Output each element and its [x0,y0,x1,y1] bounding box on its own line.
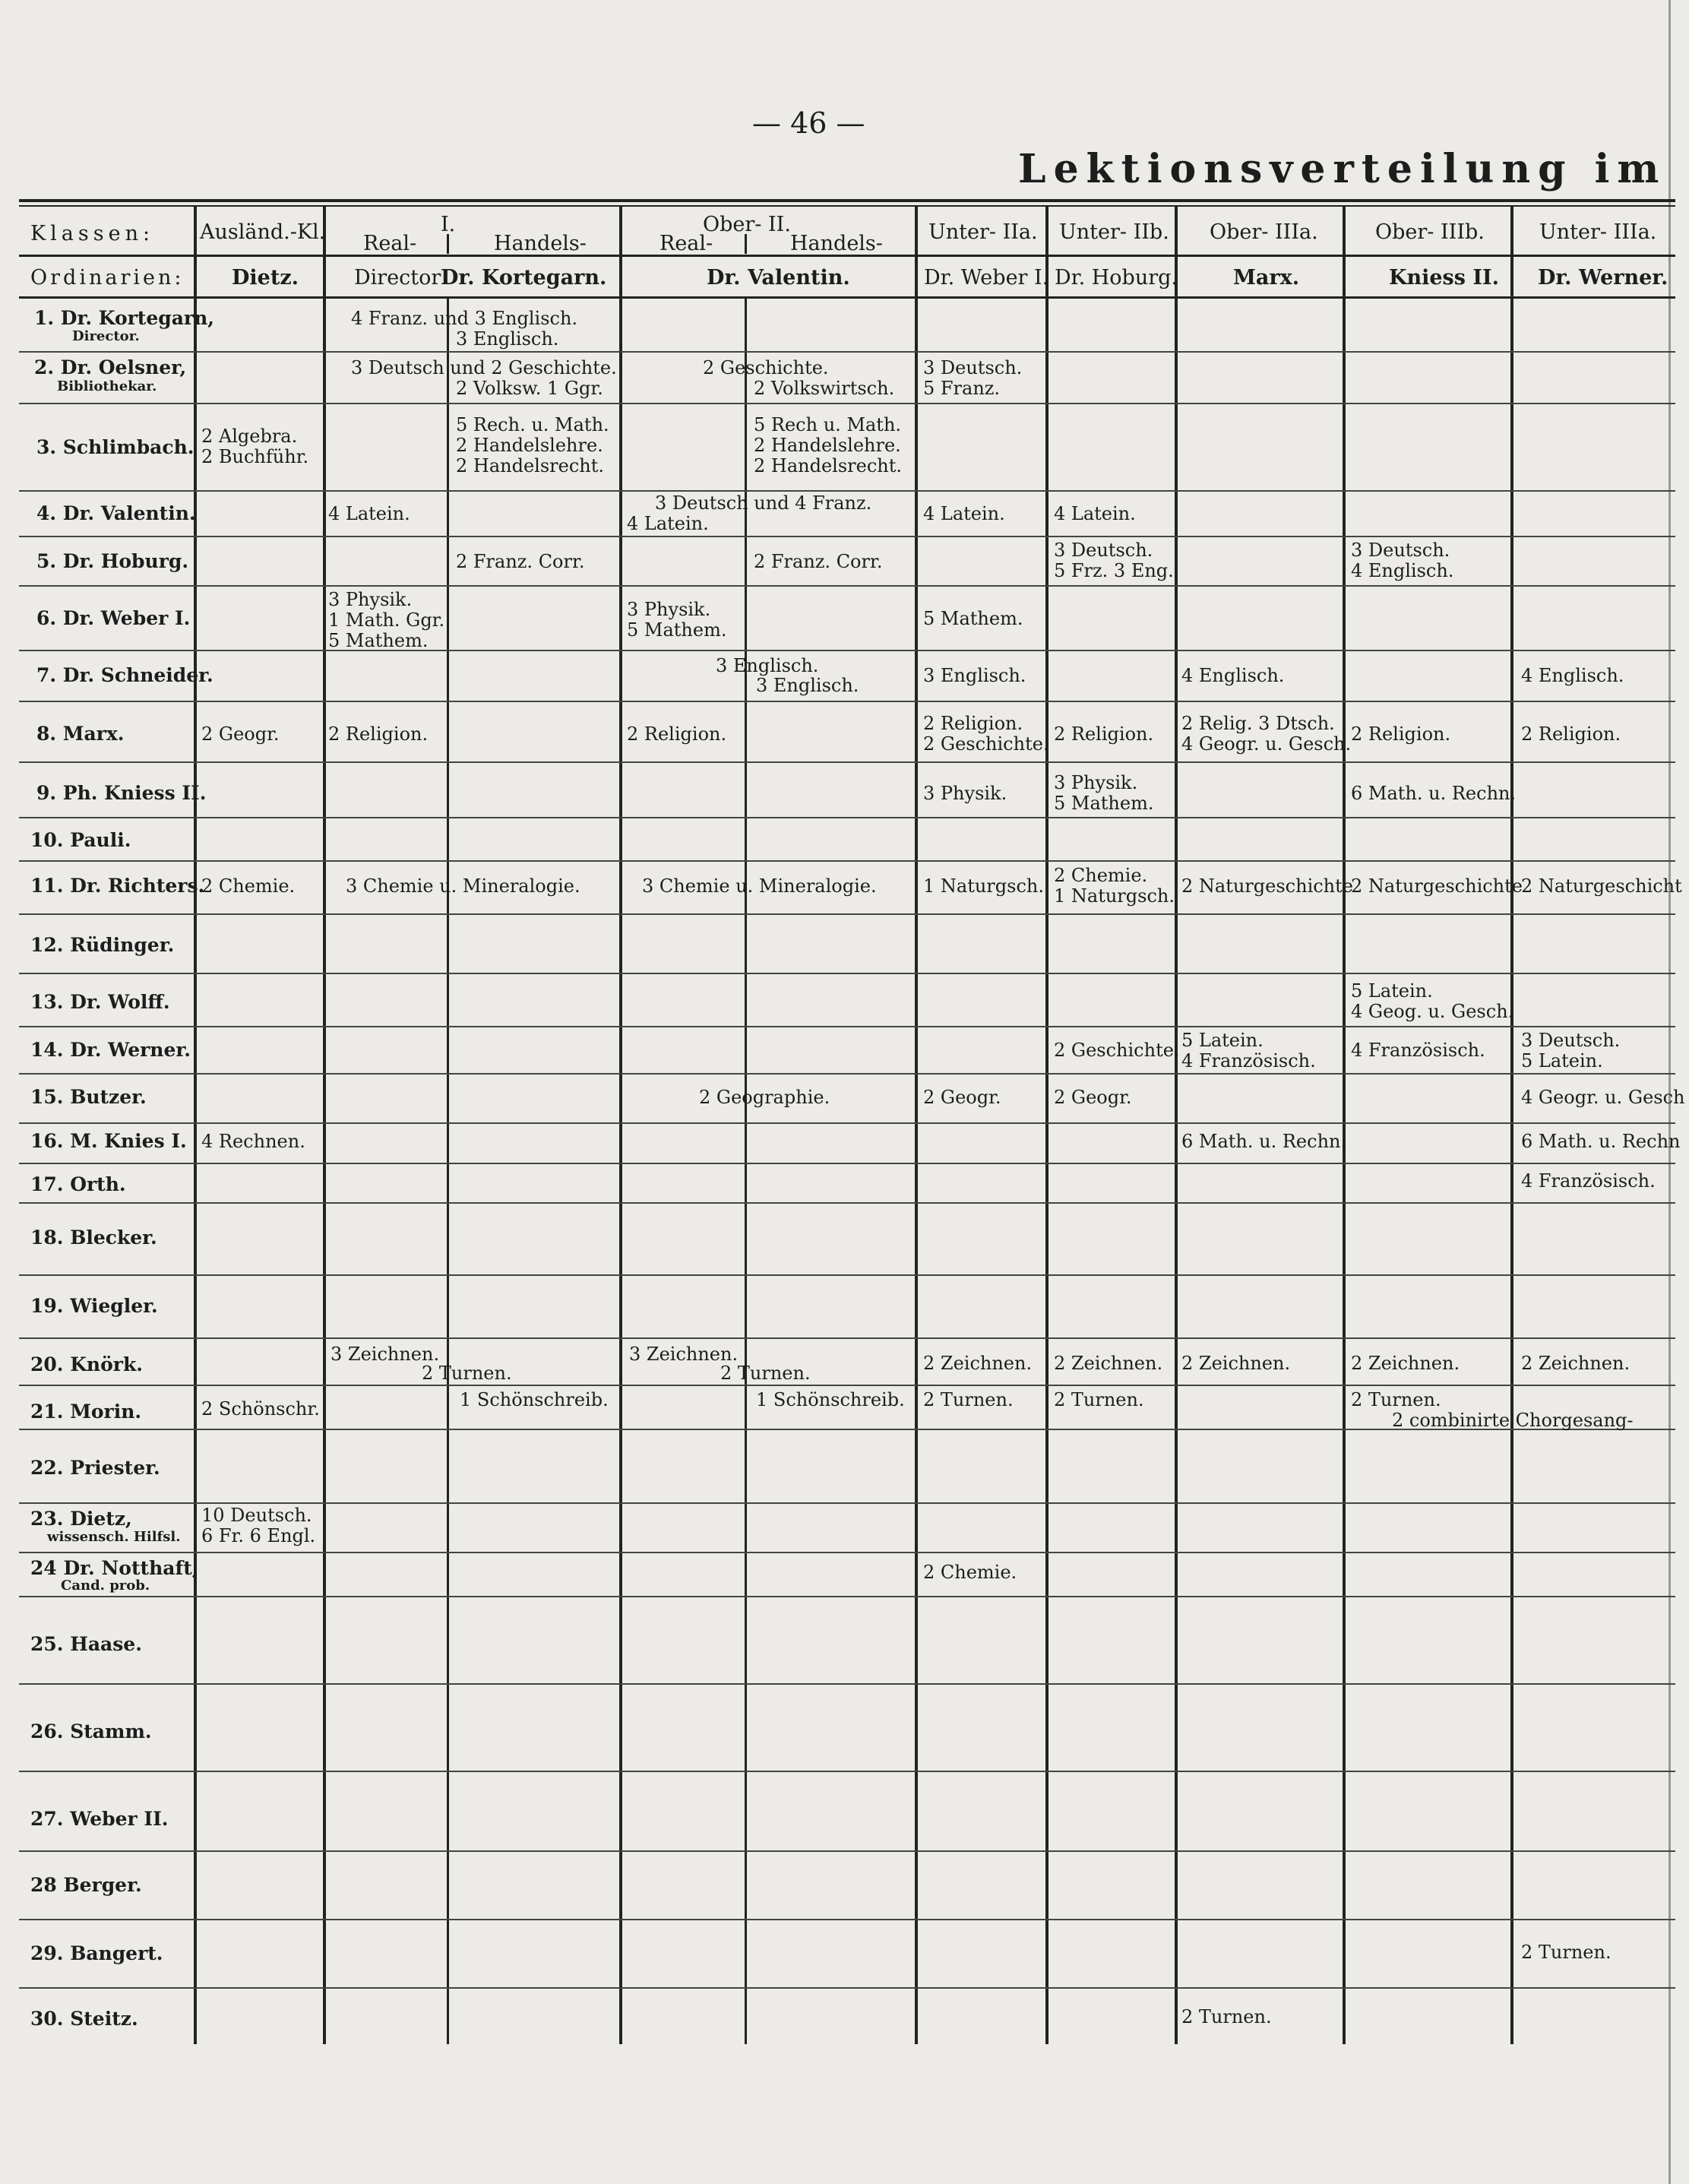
cell: 3 Physik. [627,599,711,620]
cell: 4 Latein. [627,513,709,534]
cell: 2 Zeichnen. [1054,1353,1163,1374]
cell: 2 Naturgeschichte [1181,875,1353,897]
cell: 2 Zeichnen. [1521,1353,1630,1374]
cell: 5 Mathem. [1054,793,1154,814]
cell: 2 Naturgeschichte [1351,875,1523,897]
teacher-14: 14. Dr. Werner. [30,1039,191,1061]
teacher-28: 28 Berger. [30,1874,142,1896]
cell: 2 Geographie. [699,1087,830,1108]
ordinarius-UIIb: Dr. Hoburg. [1055,266,1178,290]
cell: 4 Geogr. u. Gesch. [1181,733,1352,755]
cell: 2 Turnen. [1351,1389,1441,1410]
cell: 2 Geschichte. [703,357,829,378]
cell: 1 Schönschreib. [460,1389,609,1410]
cell: 3 Englisch. [923,665,1026,686]
ordinarius-OIIIb: Kniess II. [1389,266,1499,290]
cell: 6 Fr. 6 Engl. [201,1525,316,1546]
cell: 3 Englisch. [456,328,559,350]
col-header-OII: Ober- II. [703,213,791,236]
cell: 2 Turnen. [1181,2006,1272,2027]
ordinarius-I-prefix: Director [354,266,441,290]
cell: 4 Geog. u. Gesch. [1351,1001,1514,1022]
cell: 2 Schönschr. [201,1398,320,1420]
teacher-19: 19. Wiegler. [30,1295,158,1317]
cell: 5 Frz. 3 Eng. [1054,560,1174,581]
cell: 2 Algebra. [201,426,298,447]
cell: 1 Schönschreib. [756,1389,905,1410]
cell: 2 Volksw. 1 Ggr. [456,378,603,399]
cell: 1 Naturgsch. [1054,885,1175,907]
teacher-25: 25. Haase. [30,1633,142,1655]
sub-divider [745,234,747,254]
col-line [323,205,326,2044]
cell: 2 Handelsrecht. [456,455,604,476]
cell: 2 Turnen. [923,1389,1014,1410]
col-header-I-real: Real- [363,232,417,255]
cell: 5 Latein. [1351,980,1433,1002]
cell: 5 Mathem. [627,619,727,641]
row-rule [19,1771,1675,1772]
ordinarius-I: Dr. Kortegarn. [441,266,607,290]
teacher-16: 16. M. Knies I. [30,1130,187,1152]
teacher-4: 4. Dr. Valentin. [36,502,196,524]
cell: 2 Zeichnen. [923,1353,1033,1374]
teacher-1-title: Director. [72,328,140,344]
cell: 4 Englisch. [1521,665,1624,686]
page-number: — 46 — [752,106,865,140]
cell: 2 Religion. [1351,723,1451,745]
teacher-22: 22. Priester. [30,1457,160,1479]
cell: 2 Chemie. [201,875,296,897]
ordinarius-OII: Dr. Valentin. [707,266,850,290]
ordinarien-label: Ordinarien: [30,266,185,290]
row-rule [19,761,1675,763]
row-rule [19,1163,1675,1164]
teacher-6: 6. Dr. Weber I. [36,607,191,629]
teacher-21: 21. Morin. [30,1401,142,1423]
col-header-I: I. [441,213,456,236]
teacher-7: 7. Dr. Schneider. [36,664,213,686]
cell: 2 Geogr. [923,1087,1001,1108]
row-rule [19,585,1675,587]
teacher-24-title: Cand. prob. [61,1578,150,1594]
cell: 4 Französisch. [1351,1040,1485,1061]
cell: 6 Math. u. Rechn. [1351,783,1517,804]
top-rule [19,199,1675,202]
cell: 5 Rech. u. Math. [456,414,609,435]
cell: 5 Franz. [923,378,1001,399]
row-rule [19,1026,1675,1027]
col-line [1045,205,1049,2044]
cell: 3 Deutsch und 4 Franz. [655,492,872,514]
row-rule [19,536,1675,537]
cell: 3 Deutsch. [1521,1030,1621,1051]
cell: 2 Chemie. [923,1562,1017,1583]
cell: 2 Religion. [923,713,1023,734]
col-line [1510,205,1513,2044]
cell: 4 Englisch. [1181,665,1285,686]
row-rule [19,351,1675,353]
teacher-27: 27. Weber II. [30,1808,169,1830]
cell: 3 Physik. [923,783,1007,804]
row-rule [19,913,1675,915]
teacher-5: 5. Dr. Hoburg. [36,550,189,572]
cell: 2 Turnen. [422,1363,512,1384]
cell: 4 Latein. [328,503,410,524]
cell: 4 Englisch. [1351,560,1454,581]
teacher-12: 12. Rüdinger. [30,934,175,956]
teacher-2-title: Bibliothekar. [57,378,157,394]
ordinarius-UIIa: Dr. Weber I. [924,266,1049,290]
teacher-26: 26. Stamm. [30,1720,152,1742]
cell: 3 Deutsch. [1351,540,1450,561]
cell: 3 Englisch. [756,675,859,696]
cell: 3 Chemie u. Mineralogie. [346,875,580,897]
ordinarius-OIIIa: Marx. [1233,266,1300,290]
cell: 2 Geschichte. [1054,1040,1180,1061]
row-rule [19,860,1675,862]
cell: 5 Mathem. [923,608,1023,629]
cell: 3 Chemie u. Mineralogie. [642,875,877,897]
teacher-17: 17. Orth. [30,1173,126,1195]
row-rule [19,1337,1675,1339]
row-rule [19,1552,1675,1553]
row-rule [19,1919,1675,1920]
cell: 2 Turnen. [1521,1942,1612,1963]
row-rule [19,1987,1675,1989]
teacher-30: 30. Steitz. [30,2008,138,2030]
col-line [1343,205,1346,2044]
cell: 1 Math. Ggr. [328,609,445,631]
row-rule [19,403,1675,404]
teacher-15: 15. Butzer. [30,1086,147,1108]
cell: 10 Deutsch. [201,1505,312,1526]
cell: 3 Deutsch. [1054,540,1153,561]
cell: 3 Deutsch und 2 Geschichte. [351,357,617,378]
col-line-sub [745,298,747,2044]
row-rule [19,1122,1675,1124]
col-header-OII-handels: Handels- [790,232,883,255]
cell: 2 Handelsrecht. [754,455,902,476]
cell: 2 Handelslehre. [754,435,901,456]
cell: 5 Latein. [1181,1030,1264,1051]
row-rule [19,1683,1675,1685]
cell: 2 Turnen. [1054,1389,1144,1410]
col-header-UIIa: Unter- IIa. [928,220,1038,244]
teacher-23-title: wissensch. Hilfsl. [47,1529,181,1545]
col-header-UIIb: Unter- IIb. [1059,220,1169,244]
teacher-1: 1. Dr. Kortegarn, [34,307,214,329]
cell: 5 Mathem. [328,630,429,651]
cell: 2 Volkswirtsch. [754,378,895,399]
row-rule [19,1202,1675,1204]
cell: 3 Zeichnen. [331,1344,440,1365]
cell: 3 Deutsch. [923,357,1023,378]
row-rule [19,701,1675,702]
row-rule [19,1274,1675,1276]
col-line-sub [447,298,449,2044]
row-rule [19,650,1675,651]
cell: 2 Zeichnen. [1351,1353,1460,1374]
row-rule [19,1073,1675,1075]
cell: 2 combinirte Chorgesang- [1392,1410,1634,1431]
cell: 5 Rech u. Math. [754,414,902,435]
col-header-I-handels: Handels- [494,232,587,255]
teacher-24: 24 Dr. Notthaft, [30,1557,199,1579]
teacher-9: 9. Ph. Kniess II. [36,782,207,804]
cell: 3 Physik. [328,589,413,610]
teacher-29: 29. Bangert. [30,1942,163,1964]
cell: 2 Geogr. [201,723,280,745]
cell: 2 Religion. [1054,723,1154,745]
col-header-ausl: Ausländ.-Kl. [200,220,326,244]
row-rule [19,1850,1675,1852]
cell: 6 Math. u. Rechn. [1181,1131,1347,1152]
cell: 2 Religion. [627,723,727,745]
teacher-11: 11. Dr. Richters. [30,875,205,897]
row-rule [19,490,1675,492]
teacher-2: 2. Dr. Oelsner, [34,356,187,378]
row-rule [19,1385,1675,1386]
cell: 2 Turnen. [720,1363,811,1384]
cell: 2 Geogr. [1054,1087,1132,1108]
top-rule-thin [19,205,1675,207]
col-header-OIIIa: Ober- IIIa. [1210,220,1318,244]
cell: 2 Religion. [1521,723,1621,745]
teacher-8: 8. Marx. [36,723,125,745]
row-rule [19,973,1675,974]
cell: 5 Latein. [1521,1050,1603,1071]
cell: 1 Naturgsch. [923,875,1044,897]
cell: 6 Math. u. Rechn [1521,1131,1681,1152]
teacher-18: 18. Blecker. [30,1227,157,1249]
cell: 2 Religion. [328,723,429,745]
cell: 4 Rechnen. [201,1131,305,1152]
col-line [1175,205,1178,2044]
teacher-20: 20. Knörk. [30,1353,143,1375]
ordinarius-ausl: Dietz. [232,266,299,290]
teacher-13: 13. Dr. Wolff. [30,991,170,1013]
cell: 4 Latein. [1054,503,1136,524]
cell: 2 Franz. Corr. [456,551,585,572]
cell: 4 Latein. [923,503,1005,524]
cell: 3 Englisch. [716,655,819,676]
cell: 2 Buchführ. [201,446,309,467]
col-header-OII-real: Real- [659,232,713,255]
cell: 3 Zeichnen. [629,1344,739,1365]
cell: 4 Franz. und 3 Englisch. [351,308,578,329]
cell: 2 Geschichte. [923,733,1049,755]
col-line [915,205,918,2044]
cell: 2 Relig. 3 Dtsch. [1181,713,1335,734]
ordinarien-rule [19,296,1675,299]
cell: 4 Französisch. [1521,1170,1656,1192]
cell: 3 Physik. [1054,772,1138,793]
cell: 4 Geogr. u. Gesch [1521,1087,1685,1108]
teacher-10: 10. Pauli. [30,829,131,851]
cell: 4 Französisch. [1181,1050,1316,1071]
row-rule [19,1502,1675,1504]
sub-divider [447,234,449,254]
cell: 2 Zeichnen. [1181,1353,1291,1374]
col-line [194,205,197,2044]
col-header-UIIIa: Unter- IIIa. [1539,220,1657,244]
col-line [619,205,622,2044]
cell: 2 Chemie. [1054,865,1148,886]
row-rule [19,817,1675,818]
col-header-OIIIb: Ober- IIIb. [1375,220,1485,244]
cell: 2 Franz. Corr. [754,551,883,572]
teacher-3: 3. Schlimbach. [36,436,195,458]
row-rule [19,1596,1675,1597]
ordinarius-UIIIa: Dr. Werner. [1538,266,1668,290]
page-title: Lektionsverteilung im [1018,146,1667,192]
cell: 2 Handelslehre. [456,435,603,456]
teacher-23: 23. Dietz, [30,1508,132,1530]
cell: 2 Naturgeschicht [1521,875,1682,897]
klassen-label: Klassen: [30,222,155,245]
